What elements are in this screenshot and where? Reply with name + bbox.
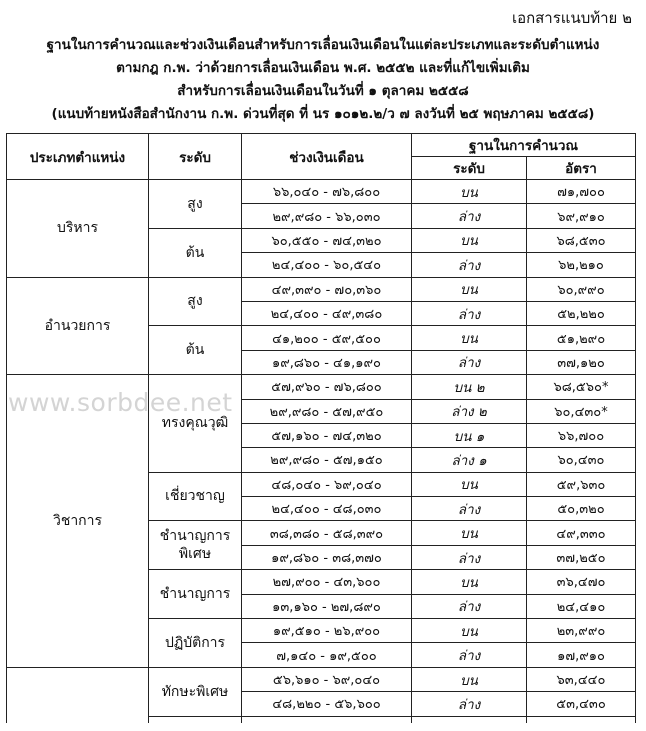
base-level-cell: ล่าง — [412, 253, 527, 277]
title-line-1: ฐานในการคำนวณและช่วงเงินเดือนสำหรับการเลื่อนเงินเดือนในแต่ละประเภทและระดับตำแหน่ง — [46, 37, 600, 53]
header-base-level: ระดับ — [412, 157, 527, 180]
base-level-cell: บน — [412, 521, 527, 545]
salary-range-cell: ๕๗,๑๖๐ - ๗๔,๓๒๐ — [242, 423, 412, 447]
salary-range-cell: ๒๔,๔๐๐ - ๔๙,๓๘๐ — [242, 301, 412, 325]
salary-range-cell: ๒๙,๙๘๐ - ๕๗,๑๕๐ — [242, 448, 412, 472]
base-level-cell: ล่าง — [412, 594, 527, 618]
level-cell: ทักษะพิเศษ — [149, 667, 242, 716]
table-row — [7, 180, 636, 204]
base-level-cell: ล่าง ๒ — [412, 399, 527, 423]
salary-range-cell: ๗,๑๔๐ - ๑๙,๕๐๐ — [242, 643, 412, 667]
salary-range-cell: ๓๘,๓๘๐ - ๕๘,๓๙๐ — [242, 521, 412, 545]
position-type-cell: อำนวยการ — [7, 277, 149, 375]
salary-range-cell: ๑๓,๑๖๐ - ๒๗,๘๙๐ — [242, 594, 412, 618]
table-row — [7, 375, 636, 399]
rate-cell: ๒๔,๔๑๐ — [527, 594, 636, 618]
rate-cell: ๖๐,๙๙๐ — [527, 277, 636, 301]
rate-cell: ๖๓,๔๔๐ — [527, 667, 636, 691]
rate-cell: ๕๓,๔๓๐ — [527, 692, 636, 716]
rate-cell: ๖๘,๕๖๐* — [527, 375, 636, 399]
base-level-cell: บน — [412, 180, 527, 204]
document-title — [0, 34, 646, 126]
position-type-cell — [7, 667, 149, 722]
empty-cell — [149, 716, 242, 723]
rate-cell: ๑๗,๙๑๐ — [527, 643, 636, 667]
salary-range-cell: ๒๙,๙๘๐ - ๕๗,๙๕๐ — [242, 399, 412, 423]
rate-cell: ๕๐,๓๒๐ — [527, 497, 636, 521]
salary-range-cell: ๒๗,๙๐๐ - ๔๓,๖๐๐ — [242, 570, 412, 594]
base-level-cell: บน — [412, 277, 527, 301]
rate-cell: ๖๐,๔๓๐ — [527, 448, 636, 472]
rate-cell: ๕๙,๖๓๐ — [527, 472, 636, 496]
base-level-cell: บน — [412, 570, 527, 594]
salary-range-cell: ๕๗,๙๖๐ - ๗๖,๘๐๐ — [242, 375, 412, 399]
empty-cell — [242, 716, 412, 723]
base-level-cell: บน — [412, 228, 527, 252]
base-level-cell: บน — [412, 619, 527, 643]
level-cell: ทรงคุณวุฒิ — [149, 375, 242, 473]
base-level-cell: บน — [412, 472, 527, 496]
table-body — [7, 180, 636, 723]
salary-range-cell: ๑๙,๘๖๐ - ๓๘,๓๗๐ — [242, 545, 412, 569]
salary-range-cell: ๒๔,๔๐๐ - ๖๐,๕๔๐ — [242, 253, 412, 277]
rate-cell: ๖๒,๒๑๐ — [527, 253, 636, 277]
salary-range-cell: ๖๖,๐๔๐ - ๗๖,๘๐๐ — [242, 180, 412, 204]
rate-cell: ๖๐,๔๓๐* — [527, 399, 636, 423]
base-level-cell: บน ๒ — [412, 375, 527, 399]
salary-range-cell: ๒๔,๔๐๐ - ๔๘,๐๓๐ — [242, 497, 412, 521]
title-line-2: ตามกฎ ก.พ. ว่าด้วยการเลื่อนเงินเดือน พ.ศ. ๒๕๕๒ และที่แก้ไขเพิ่มเติม — [116, 60, 530, 76]
base-level-cell: บน — [412, 326, 527, 350]
header-rate: อัตรา — [527, 157, 636, 180]
salary-range-cell: ๑๙,๕๑๐ - ๒๖,๙๐๐ — [242, 619, 412, 643]
salary-range-cell: ๖๐,๕๕๐ - ๗๔,๓๒๐ — [242, 228, 412, 252]
table-row — [7, 277, 636, 301]
level-cell: ต้น — [149, 228, 242, 277]
level-cell: ปฏิบัติการ — [149, 619, 242, 668]
level-cell: สูง — [149, 277, 242, 326]
salary-range-cell: ๔๘,๒๒๐ - ๕๖,๖๐๐ — [242, 692, 412, 716]
rate-cell: ๓๖,๔๗๐ — [527, 570, 636, 594]
salary-table — [6, 133, 636, 723]
title-line-3: สำหรับการเลื่อนเงินเดือนในวันที่ ๑ ตุลาคม ๒๕๕๘ — [177, 83, 469, 99]
table-header — [7, 134, 636, 180]
base-level-cell: บน ๑ — [412, 423, 527, 447]
header-calc-base: ฐานในการคำนวณ — [412, 134, 636, 157]
salary-range-cell: ๑๙,๘๖๐ - ๔๑,๑๙๐ — [242, 350, 412, 374]
salary-range-cell: ๔๘,๐๔๐ - ๖๙,๐๔๐ — [242, 472, 412, 496]
base-level-cell: ล่าง ๑ — [412, 448, 527, 472]
table-row — [7, 667, 636, 691]
rate-cell: ๕๑,๒๙๐ — [527, 326, 636, 350]
rate-cell: ๖๖,๗๐๐ — [527, 423, 636, 447]
header-position-type: ประเภทตำแหน่ง — [7, 134, 149, 180]
base-level-cell: ล่าง — [412, 497, 527, 521]
level-cell: สูง — [149, 180, 242, 229]
salary-range-cell: ๔๙,๓๙๐ - ๗๐,๓๖๐ — [242, 277, 412, 301]
rate-cell: ๖๘,๕๓๐ — [527, 228, 636, 252]
base-level-cell: บน — [412, 667, 527, 691]
title-line-4: (แนบท้ายหนังสือสำนักงาน ก.พ. ด่วนที่สุด ที่ นร ๑๐๑๒.๒/ว ๗ ลงวันที่ ๒๕ พฤษภาคม ๒๕๕๘) — [51, 106, 595, 122]
rate-cell: ๖๙,๙๑๐ — [527, 204, 636, 228]
rate-cell: ๓๗,๒๕๐ — [527, 545, 636, 569]
position-type-cell: วิชาการ — [7, 375, 149, 668]
attachment-label: เอกสารแนบท้าย ๒ — [511, 9, 632, 27]
base-level-cell: ล่าง — [412, 301, 527, 325]
base-level-cell: ล่าง — [412, 545, 527, 569]
header-salary-range: ช่วงเงินเดือน — [242, 134, 412, 180]
base-level-cell: ล่าง — [412, 692, 527, 716]
base-level-cell: ล่าง — [412, 350, 527, 374]
level-cell: ต้น — [149, 326, 242, 375]
rate-cell: ๕๒,๒๒๐ — [527, 301, 636, 325]
watermark: www.sorbdee.net — [8, 388, 233, 417]
position-type-cell: บริหาร — [7, 180, 149, 278]
empty-cell — [412, 716, 527, 723]
header-level: ระดับ — [149, 134, 242, 180]
rate-cell: ๗๑,๗๐๐ — [527, 180, 636, 204]
rate-cell: ๔๙,๓๓๐ — [527, 521, 636, 545]
empty-cell — [527, 716, 636, 723]
level-cell: ชำนาญการ — [149, 570, 242, 619]
base-level-cell: ล่าง — [412, 643, 527, 667]
rate-cell: ๓๗,๑๒๐ — [527, 350, 636, 374]
level-cell: ชำนาญการพิเศษ — [149, 521, 242, 570]
level-cell: เชี่ยวชาญ — [149, 472, 242, 521]
base-level-cell: ล่าง — [412, 204, 527, 228]
salary-range-cell: ๒๙,๙๘๐ - ๖๖,๐๓๐ — [242, 204, 412, 228]
rate-cell: ๒๓,๙๙๐ — [527, 619, 636, 643]
salary-range-cell: ๕๖,๖๑๐ - ๖๙,๐๔๐ — [242, 667, 412, 691]
salary-range-cell: ๔๑,๒๐๐ - ๕๙,๕๐๐ — [242, 326, 412, 350]
